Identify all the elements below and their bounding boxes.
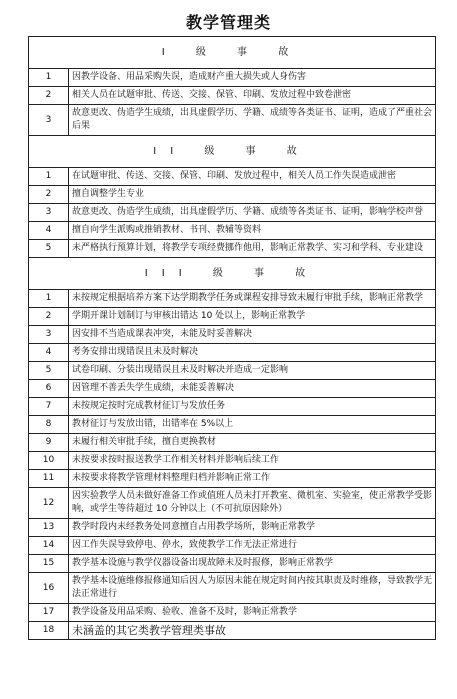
row-description: 因工作失误导致停电、停水，致使教学工作无法正常进行 bbox=[69, 537, 436, 555]
row-description: 故意更改、伪造学生成绩，出具虚假学历、学籍、成绩等各类证书、证明，造成了严重社会后果 bbox=[69, 105, 436, 136]
table-row bbox=[29, 204, 436, 222]
row-description: 未履行相关审批手续，擅自更换教材 bbox=[69, 434, 436, 452]
table-row bbox=[29, 326, 436, 344]
table-row bbox=[29, 69, 436, 87]
row-number: 6 bbox=[29, 380, 69, 398]
row-description: 考务安排出现错误且未及时解决 bbox=[69, 344, 436, 362]
table-row bbox=[29, 537, 436, 555]
row-number: 7 bbox=[29, 398, 69, 416]
row-number: 17 bbox=[29, 604, 69, 622]
row-number: 18 bbox=[29, 622, 69, 640]
row-number: 16 bbox=[29, 573, 69, 604]
table-row bbox=[29, 416, 436, 434]
row-description: 未按要求按时报送教学工作相关材料并影响后续工作 bbox=[69, 452, 436, 470]
row-description: 故意更改、伪造学生成绩，出具虚假学历、学籍、成绩等各类证书、证明，影响学校声誉 bbox=[69, 204, 436, 222]
row-description: 试卷印刷、分装出现错误且未及时解决并造成一定影响 bbox=[69, 362, 436, 380]
row-number: 2 bbox=[29, 87, 69, 105]
row-number: 9 bbox=[29, 434, 69, 452]
row-description: 因实验教学人员未做好准备工作或值班人员未打开教室、微机室、实验室，使正常教学受影响，或学生等待超过 10 分钟以上（不可抗原因除外） bbox=[69, 488, 436, 519]
row-number: 4 bbox=[29, 222, 69, 240]
row-number: 5 bbox=[29, 362, 69, 380]
section-heading: III 级 事 故 bbox=[29, 258, 436, 290]
row-number: 1 bbox=[29, 69, 69, 87]
section-heading-row bbox=[29, 37, 436, 69]
row-number: 3 bbox=[29, 326, 69, 344]
row-description: 学期开课计划制订与审核出错达 10 处以上，影响正常教学 bbox=[69, 308, 436, 326]
table-row bbox=[29, 168, 436, 186]
table-row bbox=[29, 470, 436, 488]
row-number: 13 bbox=[29, 519, 69, 537]
section-heading: I 级 事 故 bbox=[29, 37, 436, 69]
page-title: 教学管理类 bbox=[185, 13, 271, 32]
row-description: 擅自向学生派购或推销教材、书刊、教辅等资料 bbox=[69, 222, 436, 240]
row-description: 未涵盖的其它类教学管理类事故 bbox=[69, 622, 436, 640]
row-description: 教材征订与发放出错，出错率在 5%以上 bbox=[69, 416, 436, 434]
row-description: 在试题审批、传送、交接、保管、印刷、发放过程中，相关人员工作失误造成泄密 bbox=[69, 168, 436, 186]
table-row bbox=[29, 240, 436, 258]
table-row bbox=[29, 434, 436, 452]
section-heading-row bbox=[29, 258, 436, 290]
row-number: 4 bbox=[29, 344, 69, 362]
table-row bbox=[29, 290, 436, 308]
row-description: 相关人员在试题审批、传送、交接、保管、印刷、发放过程中致卷泄密 bbox=[69, 87, 436, 105]
table-row bbox=[29, 87, 436, 105]
row-description: 未按规定按时完成教材征订与发放任务 bbox=[69, 398, 436, 416]
row-description: 未按规定根据培养方案下达学期教学任务或课程安排导致未履行审批手续，影响正常教学 bbox=[69, 290, 436, 308]
table-row bbox=[29, 362, 436, 380]
row-number: 8 bbox=[29, 416, 69, 434]
row-description: 因安排不当造成课表冲突，未能及时妥善解决 bbox=[69, 326, 436, 344]
table-row bbox=[29, 555, 436, 573]
row-description: 教学设备及用品采购、验收、准备不及时，影响正常教学 bbox=[69, 604, 436, 622]
row-number: 15 bbox=[29, 555, 69, 573]
table-row bbox=[29, 604, 436, 622]
row-number: 11 bbox=[29, 470, 69, 488]
table-row bbox=[29, 452, 436, 470]
row-number: 1 bbox=[29, 168, 69, 186]
row-number: 2 bbox=[29, 186, 69, 204]
row-number: 3 bbox=[29, 105, 69, 136]
row-description: 因教学设备、用品采购失误，造成财产重大损失或人身伤害 bbox=[69, 69, 436, 87]
table-row bbox=[29, 308, 436, 326]
table-row bbox=[29, 398, 436, 416]
row-number: 14 bbox=[29, 537, 69, 555]
table-row bbox=[29, 488, 436, 519]
row-number: 3 bbox=[29, 204, 69, 222]
table-row bbox=[29, 622, 436, 640]
table-row bbox=[29, 573, 436, 604]
incident-table-body bbox=[29, 37, 436, 640]
section-heading-row bbox=[29, 136, 436, 168]
section-heading: II 级 事 故 bbox=[29, 136, 436, 168]
row-description: 未严格执行预算计划，将教学专项经费挪作他用，影响正常教学、实习和学科、专业建设 bbox=[69, 240, 436, 258]
row-description: 教学时段内未经教务处同意擅自占用教学场所，影响正常教学 bbox=[69, 519, 436, 537]
row-description: 未按要求将教学管理材料整理归档并影响正常工作 bbox=[69, 470, 436, 488]
table-row bbox=[29, 380, 436, 398]
row-number: 5 bbox=[29, 240, 69, 258]
table-row bbox=[29, 105, 436, 136]
table-row bbox=[29, 186, 436, 204]
row-description: 教学基本设施与教学仪器设备出现故障未及时报修，影响正常教学 bbox=[69, 555, 436, 573]
row-number: 1 bbox=[29, 290, 69, 308]
incident-table bbox=[28, 36, 436, 640]
row-number: 10 bbox=[29, 452, 69, 470]
table-row bbox=[29, 344, 436, 362]
row-number: 2 bbox=[29, 308, 69, 326]
table-row bbox=[29, 519, 436, 537]
row-description: 教学基本设施维修报修通知后因人为原因未能在规定时间内按其职责及时维修，导致教学无法正常进行 bbox=[69, 573, 436, 604]
row-number: 12 bbox=[29, 488, 69, 519]
row-description: 因管理不善丢失学生成绩，未能妥善解决 bbox=[69, 380, 436, 398]
row-description: 擅自调整学生专业 bbox=[69, 186, 436, 204]
table-row bbox=[29, 222, 436, 240]
